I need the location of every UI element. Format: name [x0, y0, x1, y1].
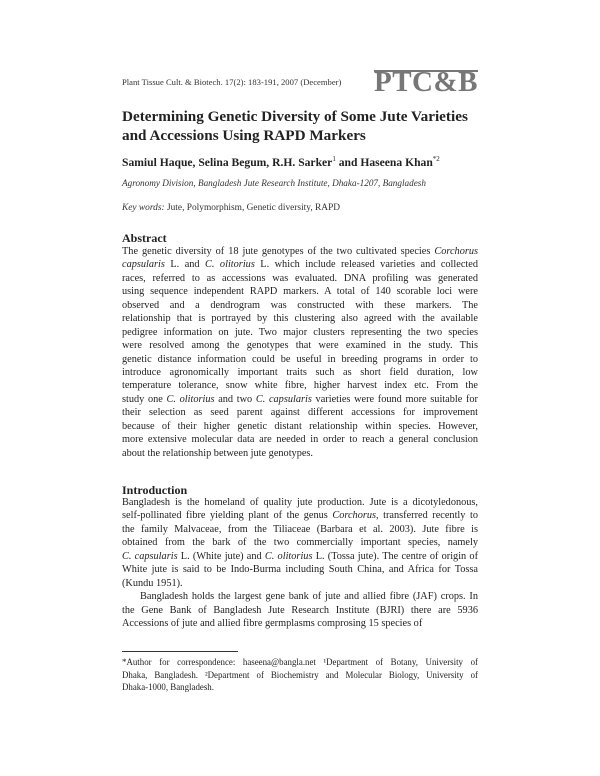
text-run: L. (Tossa jute). The centre of origin of — [312, 550, 479, 562]
text-run: temperature tolerance, snow white fibre, higher harvest index etc. From the — [122, 380, 478, 392]
text-run: L. which include released varieties and collected — [254, 259, 478, 271]
text-run: self-pollinated fibre yielding plant of the genus — [122, 510, 333, 522]
authors — [122, 155, 478, 169]
text-run: the Gene Bank of Bangladesh Jute Research Institute (BJRI) there are 5936 — [122, 604, 478, 616]
text-line — [122, 447, 478, 460]
text-run: genetic distance information could be useful in breeding programs in order to — [122, 353, 478, 365]
text-run: *Author for correspondence: haseena@bangla.net ¹Department of Botany, University of — [122, 657, 478, 667]
text-run: L. and — [164, 259, 206, 271]
text-line — [122, 681, 478, 694]
text-line — [122, 258, 478, 271]
text-run: using sequence independent RAPD markers. A total of 140 scorable loci were — [122, 286, 478, 298]
text-line — [122, 326, 478, 339]
text-line — [122, 393, 478, 406]
journal-logo: PTC&B — [374, 66, 478, 98]
text-run: because of their higher genetic distant relationship within species. However, — [122, 420, 478, 432]
text-line — [122, 496, 478, 509]
text-line — [122, 617, 478, 630]
text-run: about the relationship between jute genotypes. — [122, 447, 314, 459]
text-run: Accessions of jute and allied fibre germplasms comprosing 15 species of — [122, 617, 423, 629]
text-run: introduce agronomically important traits such as short field duration, low — [122, 366, 478, 378]
text-line — [122, 523, 478, 536]
text-line — [122, 563, 478, 576]
text-line — [122, 577, 478, 590]
author-names: and Haseena Khan — [335, 155, 433, 169]
text-run: White jute is said to be Indo-Burma including South China, and Africa for Tossa — [122, 564, 478, 576]
text-line — [122, 536, 478, 549]
affil-mark: 1 — [332, 155, 336, 163]
text-run: L. (White jute) and — [177, 550, 265, 562]
journal-citation: Plant Tissue Cult. & Biotech. 17(2): 183-191, 2007 (December) — [122, 77, 342, 87]
paper-title — [122, 107, 478, 145]
text-line — [122, 550, 478, 563]
text-line — [122, 312, 478, 325]
text-line — [122, 509, 478, 522]
text-run: more extensive molecular data are needed in order to reach a general conclusion — [122, 434, 478, 446]
text-run: The genetic diversity of 18 jute genotypes of the two cultivated species — [122, 246, 435, 257]
text-line — [122, 339, 478, 352]
affil-mark: *2 — [432, 155, 440, 163]
italic-term: C. olitorius — [166, 393, 215, 405]
italic-term: C. capsularis — [255, 393, 312, 405]
text-run: observed and a dendrogram was constructed with these markers. The — [122, 299, 478, 311]
text-run: study one — [122, 393, 167, 405]
text-line — [122, 299, 478, 312]
text-line — [122, 245, 478, 258]
text-run: relationship that is portrayed by this clustering also agreed with the available — [122, 313, 478, 325]
italic-term: capsularis — [122, 259, 165, 271]
text-run: races, referred to as accessions was evaluated. DNA profiling was generated — [122, 272, 478, 284]
text-run: Bangladesh is the homeland of quality jute production. Jute is a dicotyledonous, — [122, 497, 478, 508]
text-run: Dhaka-1000, Bangladesh. — [122, 682, 214, 692]
text-line — [122, 433, 478, 446]
text-run: the family Malvaceae, from the Tiliaceae (Barbara et al. 2003). Jute fibre is — [122, 523, 478, 535]
title-line: and Accessions Using RAPD Markers — [122, 127, 366, 144]
author-names: Samiul Haque, Selina Begum, R.H. Sarker — [122, 155, 333, 169]
text-run: were resolved among the genotypes that were examined in the study. This — [122, 340, 478, 352]
text-run: varieties were found more suitable for — [311, 393, 478, 405]
text-run: Bangladesh holds the largest gene bank of jute and allied fibre (JAF) crops. In — [140, 591, 478, 603]
italic-term: C. capsularis — [122, 550, 178, 562]
text-run: pedigree information on jute. Two major clusters representing the two species — [122, 326, 478, 338]
text-line — [122, 379, 478, 392]
keywords-label: Key words: — [122, 203, 165, 213]
italic-term: Corchorus — [434, 246, 478, 257]
text-line — [122, 604, 478, 617]
affiliation: Agronomy Division, Bangladesh Jute Research Institute, Dhaka-1207, Bangladesh — [122, 178, 426, 188]
text-line — [122, 406, 478, 419]
text-line — [122, 272, 478, 285]
text-line — [122, 285, 478, 298]
text-line — [122, 590, 478, 603]
abstract-body — [122, 245, 478, 460]
introduction-heading: Introduction — [122, 483, 188, 497]
footnote-rule — [122, 651, 238, 652]
italic-term: Corchorus — [332, 510, 376, 522]
text-line — [122, 353, 478, 366]
text-run: (Kundu 1951). — [122, 577, 183, 589]
introduction-body — [122, 496, 478, 630]
text-run: , transferred recently to — [376, 510, 478, 522]
text-line — [122, 656, 478, 669]
text-line — [122, 669, 478, 682]
footnote — [122, 656, 478, 694]
italic-term: C. olitorius — [205, 259, 255, 271]
title-line: Determining Genetic Diversity of Some Jute Varieties — [122, 108, 468, 125]
keywords — [122, 203, 478, 213]
text-line — [122, 366, 478, 379]
keywords-text: Jute, Polymorphism, Genetic diversity, RAPD — [164, 203, 341, 213]
text-run: their selection as seed parent against different accessions for improvement — [122, 407, 478, 419]
text-run: Dhaka, Bangladesh. ²Department of Biochemistry and Molecular Biology, University of — [122, 669, 478, 680]
italic-term: C. olitorius — [264, 550, 313, 562]
abstract-heading: Abstract — [122, 231, 167, 245]
text-line — [122, 420, 478, 433]
text-run: and two — [214, 393, 256, 405]
text-run: obtained from the bark of the two commercially important species, namely — [122, 537, 478, 549]
